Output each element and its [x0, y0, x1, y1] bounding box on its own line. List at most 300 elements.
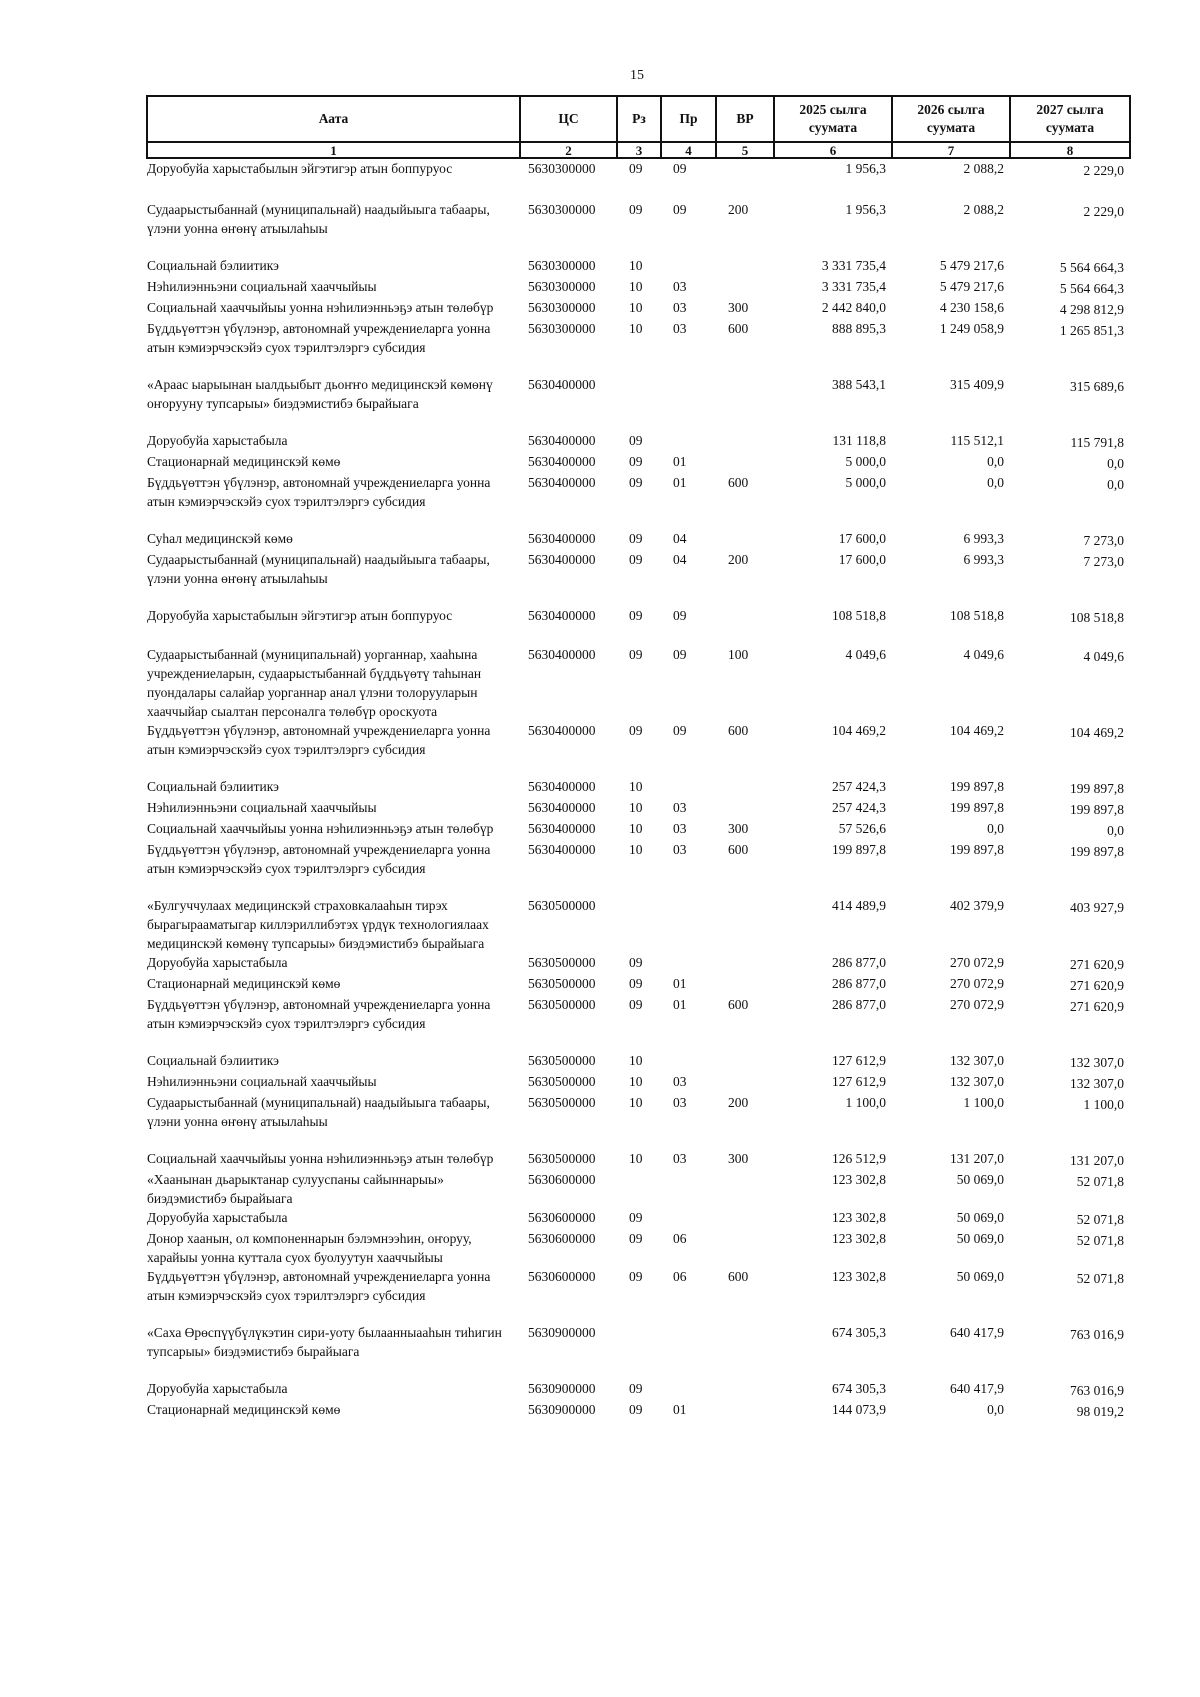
- table-row: [147, 529, 1130, 550]
- row-2025: 108 518,8: [832, 608, 886, 623]
- row-rz: 09: [629, 531, 643, 546]
- table-row: [147, 1093, 1130, 1149]
- row-rz: [617, 375, 661, 431]
- header-pr: Пр: [661, 96, 716, 142]
- row-vr: 600: [728, 723, 749, 738]
- row-vr: 200: [728, 202, 749, 217]
- row-cs: 5630500000: [528, 997, 596, 1012]
- row-2025: 17 600,0: [838, 531, 886, 546]
- page-number: 15: [630, 68, 644, 83]
- row-vr: [716, 777, 774, 798]
- row-pr: [661, 256, 716, 277]
- table-row: [147, 473, 1130, 529]
- table-row: [147, 1267, 1130, 1323]
- row-2026: 0,0: [987, 1402, 1004, 1417]
- row-2026: 132 307,0: [950, 1053, 1004, 1068]
- row-2027: 2 229,0: [1083, 204, 1124, 219]
- row-pr: 06: [673, 1231, 687, 1246]
- row-2025: 57 526,6: [838, 821, 886, 836]
- row-2027: 315 689,6: [1070, 379, 1124, 394]
- row-2025: 888 895,3: [832, 321, 886, 336]
- column-number: 2: [520, 142, 617, 158]
- row-pr: 01: [673, 976, 687, 991]
- row-2027: 271 620,9: [1070, 978, 1124, 993]
- row-pr: 09: [673, 161, 687, 176]
- row-vr: 600: [728, 321, 749, 336]
- row-2026: 5 479 217,6: [939, 279, 1004, 294]
- row-2026: 270 072,9: [950, 976, 1004, 991]
- row-2025: 257 424,3: [832, 800, 886, 815]
- row-cs: 5630400000: [528, 531, 596, 546]
- table-row: [147, 319, 1130, 375]
- row-2026: 640 417,9: [950, 1381, 1004, 1396]
- row-pr: 03: [673, 1074, 687, 1089]
- row-2026: 199 897,8: [950, 800, 1004, 815]
- row-cs: 5630400000: [528, 842, 596, 857]
- row-pr: 03: [673, 321, 687, 336]
- row-pr: 01: [673, 454, 687, 469]
- row-pr: 09: [673, 202, 687, 217]
- row-2025: 414 489,9: [832, 898, 886, 913]
- row-2026: 0,0: [987, 821, 1004, 836]
- row-rz: 10: [629, 258, 643, 273]
- row-2025: 123 302,8: [832, 1231, 886, 1246]
- column-number: 5: [716, 142, 774, 158]
- header-rz: Рз: [617, 96, 661, 142]
- column-number: 7: [892, 142, 1010, 158]
- table-row: [147, 1170, 1130, 1208]
- row-2026: 115 512,1: [950, 433, 1004, 448]
- row-pr: [661, 431, 716, 452]
- row-cs: 5630500000: [528, 976, 596, 991]
- row-rz: 10: [629, 279, 643, 294]
- row-cs: 5630500000: [528, 1151, 596, 1166]
- row-2027: 5 564 664,3: [1059, 260, 1124, 275]
- row-rz: 10: [629, 1053, 643, 1068]
- row-2027: 52 071,8: [1076, 1271, 1124, 1286]
- table-row: [147, 953, 1130, 974]
- header-vr: ВР: [716, 96, 774, 142]
- row-name: «Араас ыарыынан ыалдьыбыт дьоҥҥо медицинскэй көмөнү оҥорууну тупсарыы» биэдэмистибэ бырайыага: [147, 377, 493, 411]
- row-pr: [661, 896, 716, 953]
- row-vr: [716, 256, 774, 277]
- row-2027: 52 071,8: [1076, 1174, 1124, 1189]
- row-2027: 132 307,0: [1070, 1076, 1124, 1091]
- row-cs: 5630300000: [528, 202, 596, 217]
- row-2026: 0,0: [987, 454, 1004, 469]
- table-row: [147, 819, 1130, 840]
- row-vr: [716, 158, 774, 200]
- table-row: [147, 1208, 1130, 1229]
- row-vr: 300: [728, 300, 749, 315]
- row-pr: [661, 1170, 716, 1208]
- row-vr: [716, 1072, 774, 1093]
- row-2027: 98 019,2: [1076, 1404, 1124, 1419]
- column-number: 8: [1010, 142, 1130, 158]
- row-2026: 315 409,9: [950, 377, 1004, 392]
- header-name: Аата: [147, 96, 520, 142]
- row-name: Судаарыстыбаннай (муниципальнай) наадыйыыга табаары, үлэни уонна өҥөнү атыылаһыы: [147, 552, 490, 586]
- row-2025: 123 302,8: [832, 1172, 886, 1187]
- row-2027: 199 897,8: [1070, 781, 1124, 796]
- row-vr: 100: [728, 647, 749, 662]
- table-row: [147, 1229, 1130, 1267]
- row-2025: 286 877,0: [832, 955, 886, 970]
- row-name: «Булгуччулаах медицинскэй страховкалааһын тирэх бырагырааматыгар киллэриллибэтэх үрдүк технологиялаах медицинскэй көмөнү тупсарыы» биэдэмистибэ бырайыага: [147, 898, 489, 951]
- row-rz: 10: [629, 842, 643, 857]
- row-name: Судаарыстыбаннай (муниципальнай) наадыйыыга табаары, үлэни уонна өҥөнү атыылаһыы: [147, 202, 490, 236]
- row-vr: [716, 896, 774, 953]
- row-pr: 03: [673, 800, 687, 815]
- row-cs: 5630500000: [528, 1095, 596, 1110]
- row-2027: 199 897,8: [1070, 802, 1124, 817]
- row-name: Доруобуйа харыстабылын эйгэтигэр атын боппуруос: [147, 608, 453, 623]
- row-2027: 0,0: [1107, 477, 1124, 492]
- row-rz: 09: [629, 202, 643, 217]
- row-2025: 4 049,6: [845, 647, 886, 662]
- row-pr: 01: [673, 1402, 687, 1417]
- row-vr: [716, 1170, 774, 1208]
- row-2026: 4 230 158,6: [939, 300, 1004, 315]
- row-cs: 5630400000: [528, 608, 596, 623]
- row-cs: 5630400000: [528, 552, 596, 567]
- table-row: [147, 995, 1130, 1051]
- row-2026: 2 088,2: [963, 161, 1004, 176]
- table-row: [147, 798, 1130, 819]
- row-pr: 03: [673, 1151, 687, 1166]
- row-name: Нэһилиэнньэни социальнай хааччыйыы: [147, 800, 377, 815]
- row-rz: 09: [629, 454, 643, 469]
- table-row: [147, 1400, 1130, 1421]
- row-cs: 5630600000: [528, 1269, 596, 1284]
- row-2026: 104 469,2: [950, 723, 1004, 738]
- row-name: Доруобуйа харыстабыла: [147, 955, 288, 970]
- table-row: [147, 721, 1130, 777]
- row-name: Доруобуйа харыстабыла: [147, 1210, 288, 1225]
- table-row: [147, 645, 1130, 721]
- row-name: Бүддьүөттэн үбүлэнэр, автономнай учреждениеларга уонна атын кэмиэрчэскэйэ суох тэрилтэлэргэ субсидия: [147, 321, 491, 355]
- row-name: Социальнай бэлиитикэ: [147, 779, 279, 794]
- row-pr: [661, 1323, 716, 1379]
- row-pr: 06: [673, 1269, 687, 1284]
- row-vr: 200: [728, 1095, 749, 1110]
- column-number-row: [147, 142, 1130, 158]
- row-pr: 03: [673, 821, 687, 836]
- row-cs: 5630400000: [528, 779, 596, 794]
- row-vr: 600: [728, 842, 749, 857]
- row-2025: 286 877,0: [832, 976, 886, 991]
- row-rz: 09: [629, 608, 643, 623]
- row-pr: 09: [673, 723, 687, 738]
- row-2025: 3 331 735,4: [821, 258, 886, 273]
- row-cs: 5630400000: [528, 723, 596, 738]
- row-cs: 5630300000: [528, 258, 596, 273]
- row-2025: 1 100,0: [845, 1095, 886, 1110]
- row-name: Доруобуйа харыстабылын эйгэтигэр атын боппуруос: [147, 161, 453, 176]
- row-name: Судаарыстыбаннай (муниципальнай) уорганнар, хааһына учреждениеларын, судаарыстыбаннай бүддьүөтү таһынан пуондалары салайар уорганнар анал үлэни толорууларын хааччыйар сыалтан персоналга төлөбүр ороскуота: [147, 647, 482, 719]
- row-2025: 104 469,2: [832, 723, 886, 738]
- row-2025: 286 877,0: [832, 997, 886, 1012]
- row-2026: 640 417,9: [950, 1325, 1004, 1340]
- row-name: Донор хаанын, ол компоненнарын бэлэмнээһин, оҥоруу, харайыы уонна куттала суох буолуутун хааччыйыы: [147, 1231, 472, 1265]
- row-cs: 5630500000: [528, 955, 596, 970]
- row-vr: [716, 1400, 774, 1421]
- row-name: Бүддьүөттэн үбүлэнэр, автономнай учреждениеларга уонна атын кэмиэрчэскэйэ суох тэрилтэлэргэ субсидия: [147, 475, 491, 509]
- row-2026: 5 479 217,6: [939, 258, 1004, 273]
- row-2027: 131 207,0: [1070, 1153, 1124, 1168]
- row-2025: 257 424,3: [832, 779, 886, 794]
- row-name: Бүддьүөттэн үбүлэнэр, автономнай учреждениеларга уонна атын кэмиэрчэскэйэ суох тэрилтэлэргэ субсидия: [147, 1269, 491, 1303]
- row-vr: [716, 452, 774, 473]
- row-pr: [661, 777, 716, 798]
- table-row: [147, 431, 1130, 452]
- row-rz: [617, 1170, 661, 1208]
- row-2026: 1 100,0: [963, 1095, 1004, 1110]
- row-2026: 50 069,0: [956, 1231, 1004, 1246]
- row-cs: 5630400000: [528, 433, 596, 448]
- row-2026: 199 897,8: [950, 779, 1004, 794]
- row-cs: 5630300000: [528, 300, 596, 315]
- row-pr: [661, 1379, 716, 1400]
- row-rz: 09: [629, 955, 643, 970]
- row-rz: [617, 1323, 661, 1379]
- table-row: [147, 277, 1130, 298]
- table-row: [147, 1072, 1130, 1093]
- column-number: 4: [661, 142, 716, 158]
- row-2025: 126 512,9: [832, 1151, 886, 1166]
- row-2027: 1 265 851,3: [1059, 323, 1124, 338]
- row-2025: 123 302,8: [832, 1210, 886, 1225]
- row-2025: 123 302,8: [832, 1269, 886, 1284]
- row-rz: 09: [629, 976, 643, 991]
- row-name: «Саха Өрөспүүбүлүкэтин сири-уоту былаанныааһын тиһигин тупсарыы» биэдэмистибэ бырайыага: [147, 1325, 502, 1359]
- row-cs: 5630400000: [528, 454, 596, 469]
- row-2026: 402 379,9: [950, 898, 1004, 913]
- row-name: «Хаанынан дьарыктанар сулууспаны сайыннарыы» биэдэмистибэ бырайыага: [147, 1172, 444, 1206]
- row-2026: 131 207,0: [950, 1151, 1004, 1166]
- row-2026: 6 993,3: [963, 531, 1004, 546]
- row-name: Нэһилиэнньэни социальнай хааччыйыы: [147, 1074, 377, 1089]
- row-2025: 5 000,0: [845, 454, 886, 469]
- row-vr: 600: [728, 997, 749, 1012]
- row-2027: 4 298 812,9: [1059, 302, 1124, 317]
- row-cs: 5630300000: [528, 279, 596, 294]
- row-vr: [716, 1229, 774, 1267]
- table-header-row: [147, 96, 1130, 142]
- table-row: [147, 777, 1130, 798]
- row-name: Бүддьүөттэн үбүлэнэр, автономнай учреждениеларга уонна атын кэмиэрчэскэйэ суох тэрилтэлэргэ субсидия: [147, 723, 491, 757]
- row-pr: 04: [673, 531, 687, 546]
- row-2027: 0,0: [1107, 823, 1124, 838]
- row-cs: 5630900000: [528, 1325, 596, 1340]
- row-2027: 403 927,9: [1070, 900, 1124, 915]
- row-cs: 5630400000: [528, 475, 596, 490]
- row-rz: 09: [629, 997, 643, 1012]
- row-rz: 10: [629, 800, 643, 815]
- row-2026: 4 049,6: [963, 647, 1004, 662]
- table-body: [147, 158, 1130, 1421]
- row-2027: 763 016,9: [1070, 1327, 1124, 1342]
- row-rz: 09: [629, 552, 643, 567]
- table-row: [147, 256, 1130, 277]
- row-pr: [661, 1051, 716, 1072]
- row-cs: 5630400000: [528, 377, 596, 392]
- column-number: 6: [774, 142, 892, 158]
- row-2025: 388 543,1: [832, 377, 886, 392]
- row-2027: 132 307,0: [1070, 1055, 1124, 1070]
- row-2026: 199 897,8: [950, 842, 1004, 857]
- row-name: Суһал медицинскэй көмө: [147, 531, 293, 546]
- row-vr: [716, 1323, 774, 1379]
- row-2027: 271 620,9: [1070, 999, 1124, 1014]
- table-row: [147, 158, 1130, 200]
- table-row: [147, 550, 1130, 606]
- row-rz: 10: [629, 1074, 643, 1089]
- row-cs: 5630600000: [528, 1210, 596, 1225]
- row-2027: 4 049,6: [1083, 649, 1124, 664]
- row-2027: 0,0: [1107, 456, 1124, 471]
- row-name: Стационарнай медицинскэй көмө: [147, 976, 341, 991]
- row-name: Доруобуйа харыстабыла: [147, 433, 288, 448]
- row-vr: 200: [728, 552, 749, 567]
- header-2026: 2026 сылга суумата: [892, 96, 1010, 142]
- row-cs: 5630300000: [528, 161, 596, 176]
- row-name: Бүддьүөттэн үбүлэнэр, автономнай учреждениеларга уонна атын кэмиэрчэскэйэ суох тэрилтэлэргэ субсидия: [147, 842, 491, 876]
- row-2026: 132 307,0: [950, 1074, 1004, 1089]
- row-cs: 5630400000: [528, 647, 596, 662]
- row-2027: 271 620,9: [1070, 957, 1124, 972]
- row-name: Доруобуйа харыстабыла: [147, 1381, 288, 1396]
- table-row: [147, 974, 1130, 995]
- row-2027: 52 071,8: [1076, 1212, 1124, 1227]
- row-rz: 10: [629, 1151, 643, 1166]
- budget-table: [146, 95, 1131, 1421]
- row-2026: 270 072,9: [950, 955, 1004, 970]
- row-2025: 674 305,3: [832, 1381, 886, 1396]
- row-2025: 199 897,8: [832, 842, 886, 857]
- row-rz: 09: [629, 1231, 643, 1246]
- table-row: [147, 452, 1130, 473]
- row-vr: [716, 606, 774, 645]
- row-name: Судаарыстыбаннай (муниципальнай) наадыйыыга табаары, үлэни уонна өҥөнү атыылаһыы: [147, 1095, 490, 1129]
- header-cs: ЦС: [520, 96, 617, 142]
- row-cs: 5630400000: [528, 800, 596, 815]
- row-2025: 3 331 735,4: [821, 279, 886, 294]
- row-2027: 52 071,8: [1076, 1233, 1124, 1248]
- row-pr: 01: [673, 475, 687, 490]
- row-vr: [716, 1051, 774, 1072]
- row-pr: [661, 375, 716, 431]
- row-2025: 2 442 840,0: [821, 300, 886, 315]
- row-vr: [716, 375, 774, 431]
- row-cs: 5630600000: [528, 1172, 596, 1187]
- row-cs: 5630500000: [528, 1074, 596, 1089]
- row-2025: 1 956,3: [845, 161, 886, 176]
- row-cs: 5630500000: [528, 1053, 596, 1068]
- row-cs: 5630500000: [528, 898, 596, 913]
- table-row: [147, 200, 1130, 256]
- row-name: Нэһилиэнньэни социальнай хааччыйыы: [147, 279, 377, 294]
- row-pr: 04: [673, 552, 687, 567]
- row-2027: 104 469,2: [1070, 725, 1124, 740]
- row-pr: 09: [673, 647, 687, 662]
- row-name: Бүддьүөттэн үбүлэнэр, автономнай учреждениеларга уонна атын кэмиэрчэскэйэ суох тэрилтэлэргэ субсидия: [147, 997, 491, 1031]
- row-rz: 09: [629, 1402, 643, 1417]
- row-vr: [716, 953, 774, 974]
- row-rz: 09: [629, 161, 643, 176]
- row-pr: 03: [673, 1095, 687, 1110]
- row-rz: 09: [629, 1381, 643, 1396]
- row-rz: 10: [629, 321, 643, 336]
- row-pr: 03: [673, 279, 687, 294]
- row-2026: 6 993,3: [963, 552, 1004, 567]
- row-2025: 127 612,9: [832, 1053, 886, 1068]
- row-vr: 600: [728, 475, 749, 490]
- row-name: Социальнай хааччыйыы уонна нэһилиэнньэҕэ атын төлөбүр: [147, 300, 494, 315]
- row-2027: 7 273,0: [1083, 554, 1124, 569]
- row-name: Социальнай хааччыйыы уонна нэһилиэнньэҕэ атын төлөбүр: [147, 821, 494, 836]
- table-row: [147, 375, 1130, 431]
- row-rz: [617, 896, 661, 953]
- row-pr: 03: [673, 300, 687, 315]
- row-cs: 5630900000: [528, 1381, 596, 1396]
- table-row: [147, 298, 1130, 319]
- row-cs: 5630900000: [528, 1402, 596, 1417]
- table-row: [147, 1323, 1130, 1379]
- row-rz: 10: [629, 300, 643, 315]
- row-rz: 09: [629, 1269, 643, 1284]
- row-pr: 01: [673, 997, 687, 1012]
- table-row: [147, 1379, 1130, 1400]
- row-rz: 10: [629, 1095, 643, 1110]
- row-rz: 10: [629, 779, 643, 794]
- table-row: [147, 896, 1130, 953]
- row-name: Социальнай хааччыйыы уонна нэһилиэнньэҕэ атын төлөбүр: [147, 1151, 494, 1166]
- row-2026: 50 069,0: [956, 1210, 1004, 1225]
- row-2025: 17 600,0: [838, 552, 886, 567]
- row-vr: [716, 529, 774, 550]
- row-name: Стационарнай медицинскэй көмө: [147, 1402, 341, 1417]
- row-rz: 09: [629, 1210, 643, 1225]
- row-pr: 09: [673, 608, 687, 623]
- row-2027: 763 016,9: [1070, 1383, 1124, 1398]
- row-vr: [716, 974, 774, 995]
- row-pr: [661, 1208, 716, 1229]
- table-row: [147, 606, 1130, 645]
- row-vr: [716, 277, 774, 298]
- row-2025: 127 612,9: [832, 1074, 886, 1089]
- row-name: Социальнай бэлиитикэ: [147, 1053, 279, 1068]
- header-2027: 2027 сылга суумата: [1010, 96, 1130, 142]
- row-2025: 131 118,8: [832, 433, 886, 448]
- row-pr: 03: [673, 842, 687, 857]
- row-vr: [716, 798, 774, 819]
- row-2025: 1 956,3: [845, 202, 886, 217]
- row-2027: 108 518,8: [1070, 610, 1124, 625]
- row-2025: 144 073,9: [832, 1402, 886, 1417]
- row-cs: 5630300000: [528, 321, 596, 336]
- row-rz: 09: [629, 723, 643, 738]
- row-2025: 5 000,0: [845, 475, 886, 490]
- row-2026: 1 249 058,9: [939, 321, 1004, 336]
- row-name: Стационарнай медицинскэй көмө: [147, 454, 341, 469]
- row-vr: [716, 431, 774, 452]
- row-cs: 5630400000: [528, 821, 596, 836]
- row-rz: 10: [629, 821, 643, 836]
- row-2026: 50 069,0: [956, 1172, 1004, 1187]
- row-rz: 09: [629, 647, 643, 662]
- row-2027: 5 564 664,3: [1059, 281, 1124, 296]
